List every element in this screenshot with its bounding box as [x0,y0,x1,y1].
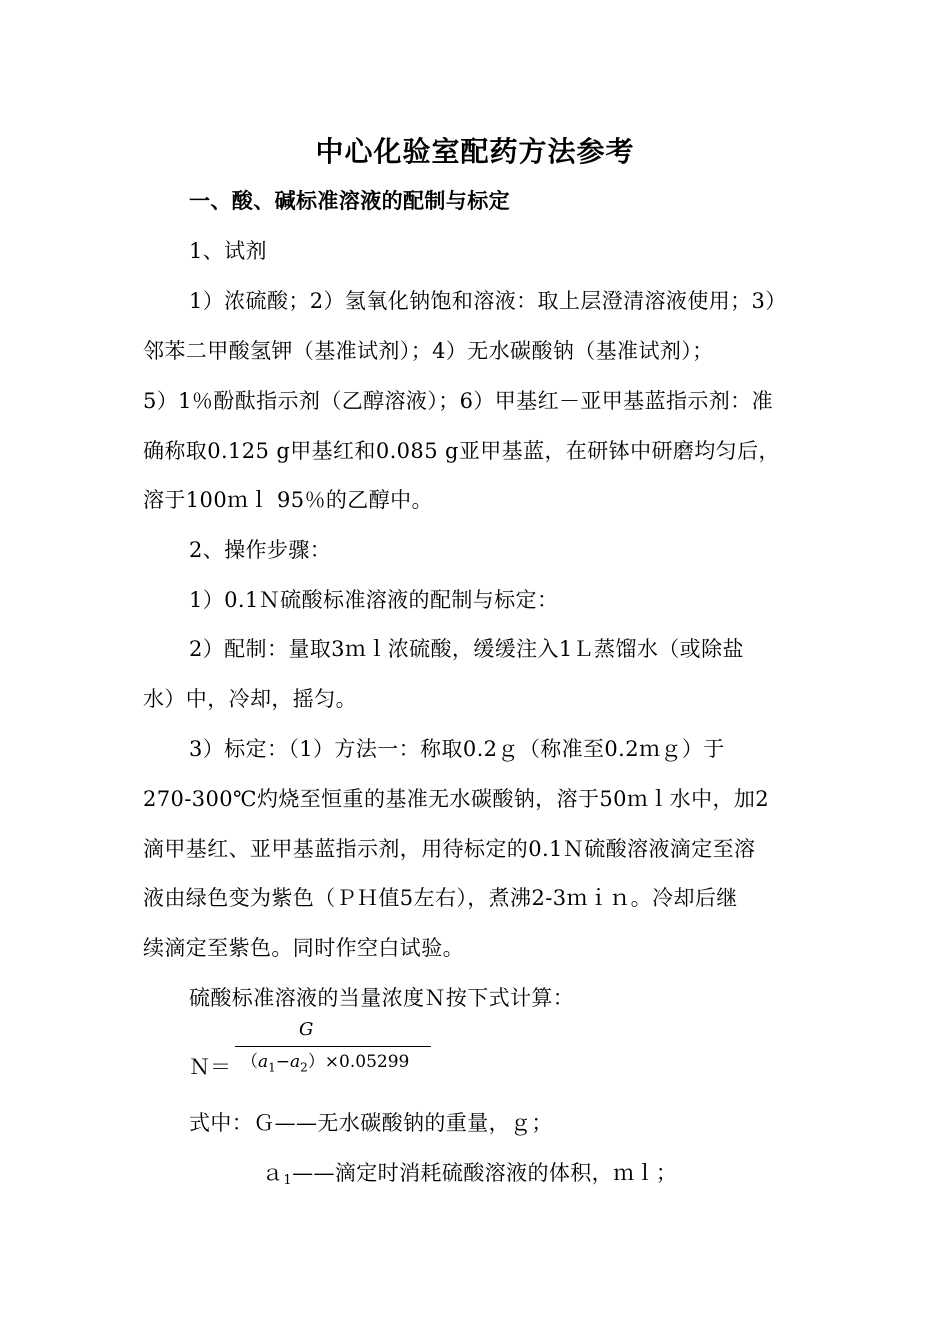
reagents-line-4: 确称取0.125 g甲基红和0.085 g亚甲基蓝，在研钵中研磨均匀后， [143,439,780,463]
where-line: 式中：Ｇ——无水碳酸钠的重量，ｇ； [189,1111,553,1135]
concentration-formula [189,1018,449,1088]
den-minus: − [275,1052,291,1072]
den-close: ）×0.05299 [307,1052,410,1072]
step1-line: 1）0.1Ｎ硫酸标准溶液的配制与标定： [189,588,559,612]
fraction-bar [235,1046,431,1047]
page-title: 中心化验室配药方法参考 [315,135,635,168]
reagents-label: 1、试剂 [189,239,267,263]
a1-symbol: ａ [262,1161,284,1185]
reagents-line-5: 溶于100ｍｌ 95％的乙醇中。 [143,488,433,512]
den-sub1: 1 [268,1060,276,1075]
calc-intro: 硫酸标准溶液的当量浓度Ｎ按下式计算： [189,986,575,1010]
den-a2: a [290,1052,301,1072]
step2-line-2: 水）中，冷却，摇匀。 [143,687,357,711]
den-a1: a [258,1052,269,1072]
steps-label: 2、操作步骤： [189,538,332,562]
reagents-line-3: 5）1％酚酞指示剂（乙醇溶液）；6）甲基红－亚甲基蓝指示剂：准 [143,389,773,413]
formula-lhs: Ｎ＝ [189,1055,231,1079]
formula-numerator: G [299,1019,314,1040]
step3-line-5: 续滴定至紫色。同时作空白试验。 [143,936,464,960]
formula-denominator [241,1050,409,1079]
step3-line-4: 液由绿色变为紫色（ＰＨ值5左右），煮沸2-3ｍｉｎ。冷却后继 [143,886,738,910]
section-heading: 一、酸、碱标准溶液的配制与标定 [189,189,510,213]
step2-line-1: 2）配制：量取3ｍｌ浓硫酸，缓缓注入1Ｌ蒸馏水（或除盐 [189,637,744,661]
reagents-line-2: 邻苯二甲酸氢钾（基准试剂）；4）无水碳酸钠（基准试剂）； [143,339,714,363]
den-sub2: 2 [300,1060,308,1075]
den-open: （ [241,1052,258,1072]
reagents-line-1: 1）浓硫酸；2）氢氧化钠饱和溶液：取上层澄清溶液使用；3） [189,289,787,313]
a1-definition [262,1160,677,1194]
step3-line-3: 滴甲基红、亚甲基蓝指示剂，用待标定的0.1Ｎ硫酸溶液滴定至溶 [143,837,756,861]
step3-line-1: 3）标定：（1）方法一：称取0.2ｇ（称准至0.2ｍｇ）于 [189,737,725,761]
a1-text: ——滴定时消耗硫酸溶液的体积，ｍｌ； [292,1161,678,1185]
step3-line-2: 270-300℃灼烧至恒重的基准无水碳酸钠，溶于50ｍｌ水中，加2 [143,787,770,811]
a1-subscript: 1 [283,1173,293,1188]
